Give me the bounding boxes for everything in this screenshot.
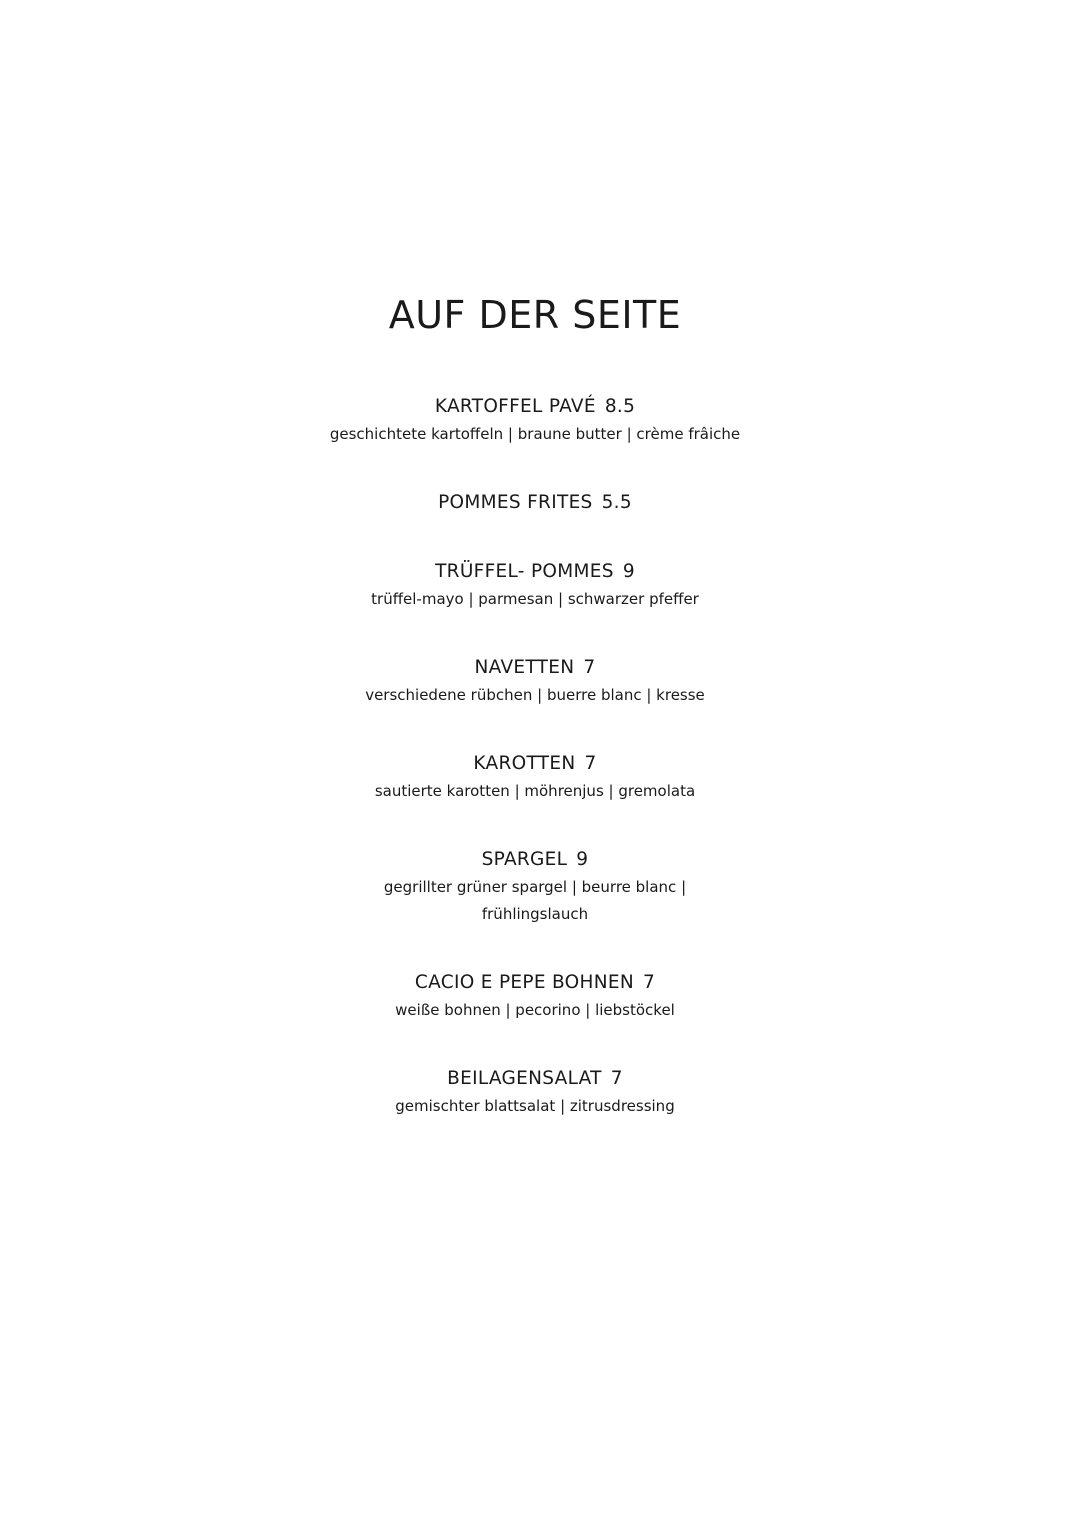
menu-item-name: BEILAGENSALAT: [447, 1068, 602, 1089]
menu-item-description: trüffel-mayo | parmesan | schwarzer pfeffer: [371, 590, 699, 608]
menu-item-price: 7: [583, 657, 596, 678]
menu-item-description: geschichtete kartoffeln | braune butter | crème frâiche: [329, 425, 741, 443]
menu-title: AUF DER SEITE: [388, 293, 682, 337]
menu-item-price: 5.5: [601, 492, 632, 513]
menu-item-heading: [0, 558, 1070, 586]
menu-item-pommes-frites: [0, 489, 1070, 517]
menu-item-description: gegrillter grüner spargel | beurre blanc | frühlingslauch: [383, 878, 687, 923]
menu-item-karotten: [0, 750, 1070, 805]
menu-item-heading: [0, 393, 1070, 421]
menu-item-price: 8.5: [604, 396, 636, 417]
menu-item-price: 7: [584, 753, 597, 774]
menu-item-heading: [0, 846, 1070, 874]
menu-item-name: SPARGEL: [481, 849, 568, 870]
menu-item-name: KAROTTEN: [473, 753, 576, 774]
menu-item-description: weiße bohnen | pecorino | liebstöckel: [395, 1001, 675, 1019]
menu-item-price: 9: [576, 849, 589, 870]
menu-item-heading: [0, 489, 1070, 517]
menu-item-price: 9: [622, 561, 635, 582]
menu-list: [0, 393, 1070, 1120]
menu-item-heading: [0, 1065, 1070, 1093]
menu-item-cacio-e-pepe-bohnen: [0, 969, 1070, 1024]
menu-item-navetten: [0, 654, 1070, 709]
menu-item-name: NAVETTEN: [474, 657, 575, 678]
menu-item-name: TRÜFFEL- POMMES: [435, 561, 614, 582]
menu-item-spargel: [0, 846, 1070, 928]
menu-item-price: 7: [643, 972, 656, 993]
menu-item-kartoffel-pave: [0, 393, 1070, 448]
menu-item-heading: [0, 750, 1070, 778]
menu-item-name: CACIO E PEPE BOHNEN: [414, 972, 635, 993]
menu-item-heading: [0, 654, 1070, 682]
menu-item-price: 7: [610, 1068, 623, 1089]
menu-item-description: gemischter blattsalat | zitrusdressing: [395, 1097, 675, 1115]
menu-item-trueffel-pommes: [0, 558, 1070, 613]
menu-item-description: verschiedene rübchen | buerre blanc | kresse: [365, 686, 705, 704]
menu-item-name: POMMES FRITES: [438, 492, 593, 513]
menu-item-name: KARTOFFEL PAVÉ: [434, 396, 596, 417]
menu-item-heading: [0, 969, 1070, 997]
menu-item-beilagensalat: [0, 1065, 1070, 1120]
menu-item-description: sautierte karotten | möhrenjus | gremolata: [374, 782, 696, 800]
